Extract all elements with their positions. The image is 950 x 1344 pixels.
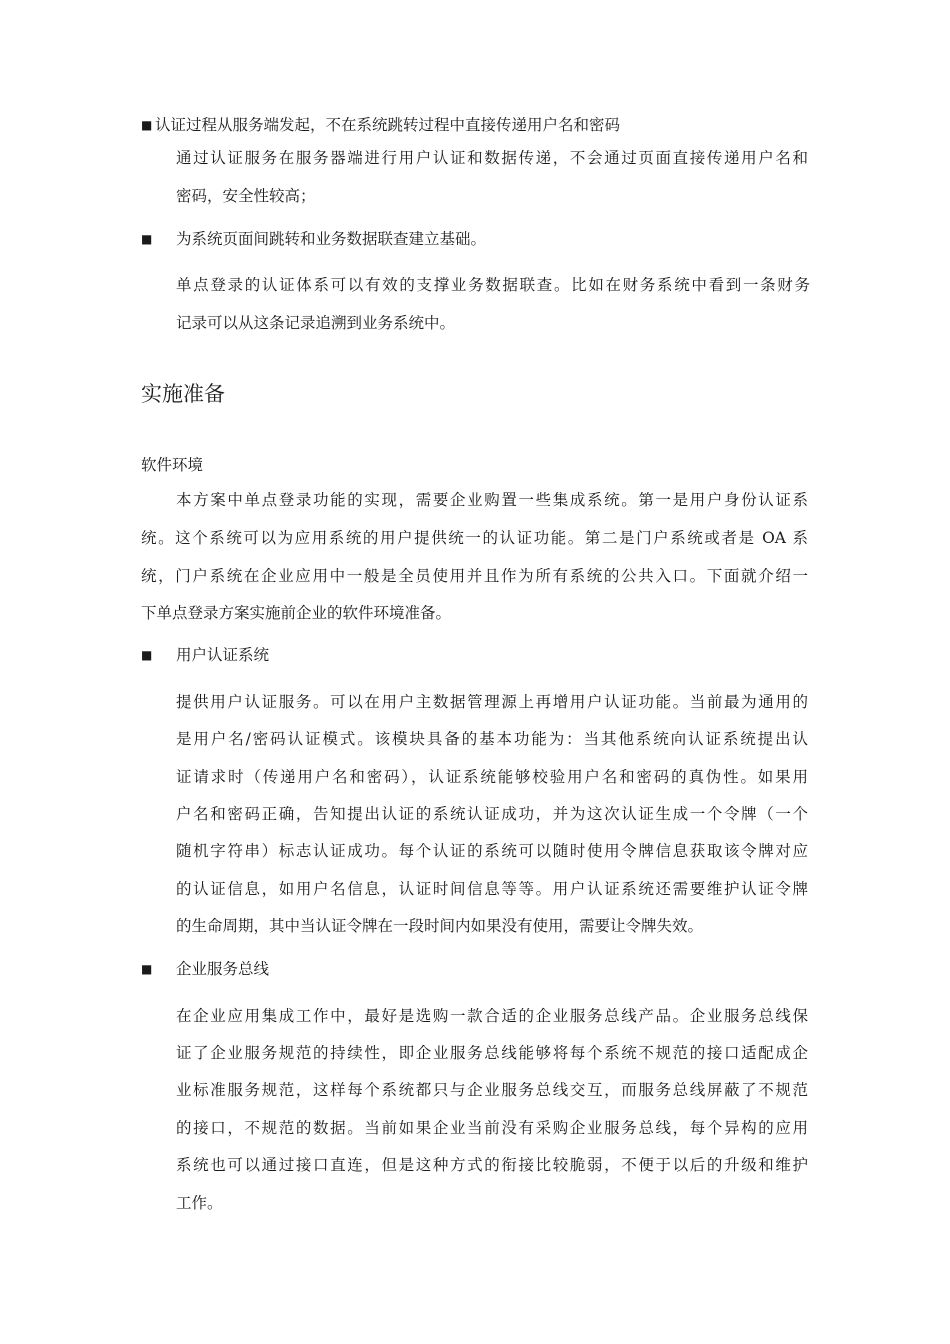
bullet-1-title: 认证过程从服务端发起，不在系统跳转过程中直接传递用户名和密码	[155, 116, 621, 134]
auth-system-body-line: 证请求时（传递用户名和密码），认证系统能够校验用户名和密码的真伪性。如果用	[176, 768, 808, 786]
intro-line: 下单点登录方案实施前企业的软件环境准备。	[141, 604, 452, 622]
bullet-2-body-line: 记录可以从这条记录追溯到业务系统中。	[176, 314, 456, 332]
bullet-square-icon: ■	[141, 962, 153, 976]
esb-body-line: 业标准服务规范，这样每个系统都只与企业服务总线交互，而服务总线屏蔽了不规范	[176, 1081, 808, 1099]
esb-title: 企业服务总线	[176, 960, 270, 978]
intro-line: 统。这个系统可以为应用系统的用户提供统一的认证功能。第二是门户系统或者是 OA 系	[141, 529, 808, 547]
esb-body-line: 工作。	[176, 1194, 223, 1212]
bullet-1-body-line: 通过认证服务在服务器端进行用户认证和数据传递，不会通过页面直接传递用户名和	[176, 149, 808, 167]
auth-system-body-line: 的认证信息，如用户名信息，认证时间信息等等。用户认证系统还需要维护认证令牌	[176, 880, 808, 898]
esb-body-line: 证了企业服务规范的持续性，即企业服务总线能够将每个系统不规范的接口适配成企	[176, 1044, 808, 1062]
auth-system-body-line: 随机字符串）标志认证成功。每个认证的系统可以随时使用令牌信息获取该令牌对应	[176, 842, 808, 860]
bullet-2-title: 为系统页面间跳转和业务数据联查建立基础。	[176, 230, 487, 248]
bullet-square-icon: ■	[141, 232, 153, 246]
bullet-2-body-line: 单点登录的认证体系可以有效的支撑业务数据联查。比如在财务系统中看到一条财务	[176, 276, 810, 294]
auth-system-body-line: 是用户名/密码认证模式。该模块具备的基本功能为：当其他系统向认证系统提出认	[176, 730, 808, 748]
esb-body-line: 的接口，不规范的数据。当前如果企业当前没有采购企业服务总线，每个异构的应用	[176, 1119, 808, 1137]
intro-line: 统，门户系统在企业应用中一般是全员使用并且作为所有系统的公共入口。下面就介绍一	[141, 567, 808, 585]
auth-system-body-line: 户名和密码正确，告知提出认证的系统认证成功，并为这次认证生成一个令牌（一个	[176, 805, 808, 823]
auth-system-body-line: 的生命周期，其中当认证令牌在一段时间内如果没有使用，需要让令牌失效。	[176, 917, 704, 935]
section-heading: 实施准备	[141, 382, 225, 406]
subsection-heading: 软件环境	[141, 456, 204, 474]
esb-body-line: 系统也可以通过接口直连，但是这种方式的衔接比较脆弱，不便于以后的升级和维护	[176, 1156, 808, 1174]
bullet-square-icon: ■	[141, 648, 153, 662]
esb-body-line: 在企业应用集成工作中，最好是选购一款合适的企业服务总线产品。企业服务总线保	[176, 1007, 808, 1025]
auth-system-body-line: 提供用户认证服务。可以在用户主数据管理源上再增用户认证功能。当前最为通用的	[176, 693, 808, 711]
intro-line: 本方案中单点登录功能的实现，需要企业购置一些集成系统。第一是用户身份认证系	[176, 491, 808, 509]
auth-system-title: 用户认证系统	[176, 646, 270, 664]
bullet-1-body-line: 密码，安全性较高；	[176, 187, 316, 205]
bullet-square-icon: ■	[141, 118, 153, 132]
